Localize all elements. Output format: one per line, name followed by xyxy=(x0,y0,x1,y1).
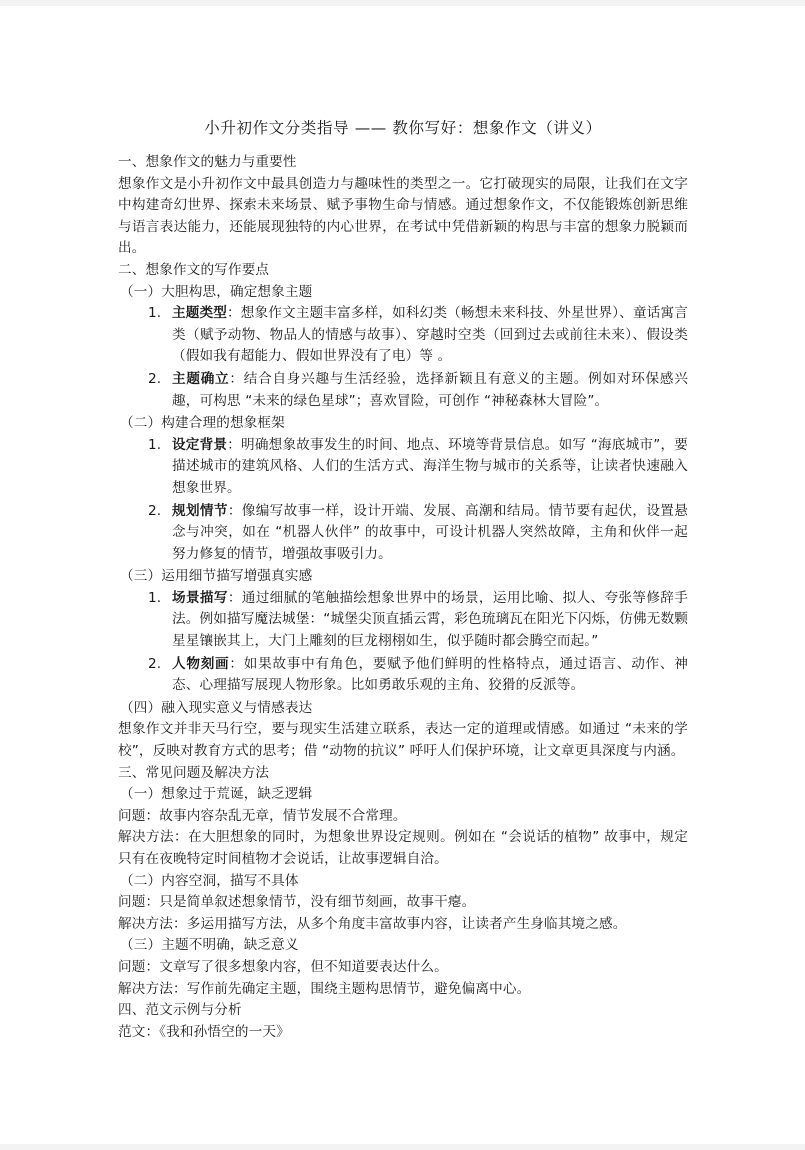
list-text: ：明确想象故事发生的时间、地点、环境等背景信息。如写 “海底城市”，要描述城市的建筑风格、人们的生活方式、海洋生物与城市的关系等，让读者快速融入想象世界。 xyxy=(172,436,688,496)
solution-text: 解决方法：多运用描写方法，从多个角度丰富故事内容，让读者产生身临其境之感。 xyxy=(118,915,627,932)
list-text: ：想象作文主题丰富多样，如科幻类（畅想未来科技、外星世界）、童话寓言类（赋予动物、物品人的情感与故事）、穿越时空类（回到过去或前往未来）、假设类（假如我有超能力、假如世界没有了电）等 。 xyxy=(172,305,688,365)
subsection-2-4-paragraph: 想象作文并非天马行空，要与现实生活建立联系，表达一定的道理或情感。如通过 “未来的学校”，反映对教育方式的思考；借 “动物的抗议” 呼吁人们保护环境，让文章更具深度与内涵。 xyxy=(118,721,688,760)
list-item xyxy=(118,369,688,412)
list-item xyxy=(118,654,688,697)
section-1-paragraph: 想象作文是小升初作文中最具创造力与趣味性的类型之一。它打破现实的局限，让我们在文字中构建奇幻世界、探索未来场景、赋予事物生命与情感。通过想象作文，不仅能锻炼创新思维与语言表达能力，还能展现独特的内心世界，在考试中凭借新颖的构思与丰富的想象力脱颖而出。 xyxy=(118,175,688,257)
subsection-2-2-list xyxy=(118,435,688,566)
list-number: 2. xyxy=(148,370,162,387)
problem-text: 问题：故事内容杂乱无章，情节发展不合常理。 xyxy=(118,807,407,824)
list-term: 主题确立 xyxy=(172,370,230,387)
list-number: 1. xyxy=(148,436,162,453)
subsection-heading-2-3: （三）运用细节描写增强真实感 xyxy=(120,568,313,585)
document-page xyxy=(0,6,805,1144)
subsection-heading-2-2: （二）构建合理的想象框架 xyxy=(120,415,285,432)
subsection-heading-2-4: （四）融入现实意义与情感表达 xyxy=(120,699,313,716)
list-number: 2. xyxy=(148,502,162,519)
list-term: 人物刻画 xyxy=(172,655,230,672)
problem-text: 问题：文章写了很多想象内容，但不知道要表达什么。 xyxy=(118,958,448,975)
section-heading-4: 四、范文示例与分析 xyxy=(118,1002,242,1019)
list-number: 2. xyxy=(148,655,162,672)
list-text: ：像编写故事一样，设计开端、发展、高潮和结局。情节要有起伏，设置悬念与冲突，如在 “机器人伙伴” 的故事中，可设计机器人突然故障，主角和伙伴一起努力修复的情节，增强故事吸引力。 xyxy=(172,502,688,562)
sample-essay-title: 范文：《我和孙悟空的一天》 xyxy=(118,1023,290,1040)
problem-text: 问题：只是简单叙述想象情节，没有细节刻画，故事干瘪。 xyxy=(118,894,476,911)
section-heading-3: 三、常见问题及解决方法 xyxy=(118,764,270,781)
subsection-heading-3-3: （三）主题不明确，缺乏意义 xyxy=(120,937,299,954)
solution-text: 解决方法：在大胆想象的同时，为想象世界设定规则。例如在 “会说话的植物” 故事中，规定只有在夜晚特定时间植物才会说话，让故事逻辑自洽。 xyxy=(118,829,688,867)
solution-text: 解决方法：写作前先确定主题，围绕主题构思情节，避免偏离中心。 xyxy=(118,980,531,997)
subsection-heading-2-1: （一）大胆构思，确定想象主题 xyxy=(120,283,313,300)
list-number: 1. xyxy=(148,589,162,606)
document-title: 小升初作文分类指导 —— 教你写好：想象作文（讲义） xyxy=(204,119,602,137)
subsection-2-3-list xyxy=(118,588,688,697)
subsection-heading-3-2: （二）内容空洞，描写不具体 xyxy=(120,872,299,889)
subsection-heading-3-1: （一）想象过于荒诞，缺乏逻辑 xyxy=(120,786,313,803)
section-heading-2: 二、想象作文的写作要点 xyxy=(118,261,270,278)
list-text: ：如果故事中有角色，要赋予他们鲜明的性格特点，通过语言、动作、神态、心理描写展现人物形象。比如勇敢乐观的主角、狡猾的反派等。 xyxy=(172,655,688,694)
list-term: 规划情节 xyxy=(172,502,228,519)
list-item xyxy=(118,501,688,566)
subsection-2-1-list xyxy=(118,303,688,412)
section-heading-1: 一、想象作文的魅力与重要性 xyxy=(118,154,297,170)
list-item xyxy=(118,588,688,653)
list-term: 场景描写 xyxy=(172,589,228,606)
list-text: ：结合自身兴趣与生活经验，选择新颖且有意义的主题。例如对环保感兴趣，可构思 “未来的绿色星球”；喜欢冒险，可创作 “神秘森林大冒险”。 xyxy=(172,370,688,409)
document-body xyxy=(118,116,688,1043)
list-item xyxy=(118,303,688,368)
list-text: ：通过细腻的笔触描绘想象世界中的场景，运用比喻、拟人、夸张等修辞手法。例如描写魔法城堡：“城堡尖顶直插云霄，彩色琉璃瓦在阳光下闪烁，仿佛无数颗星星镶嵌其上，大门上雕刻的巨龙栩栩如生，似乎随时都会腾空而起。” xyxy=(172,589,688,650)
list-term: 主题类型 xyxy=(172,305,228,322)
list-number: 1. xyxy=(148,305,162,322)
list-item xyxy=(118,435,688,500)
list-term: 设定背景 xyxy=(172,436,228,453)
